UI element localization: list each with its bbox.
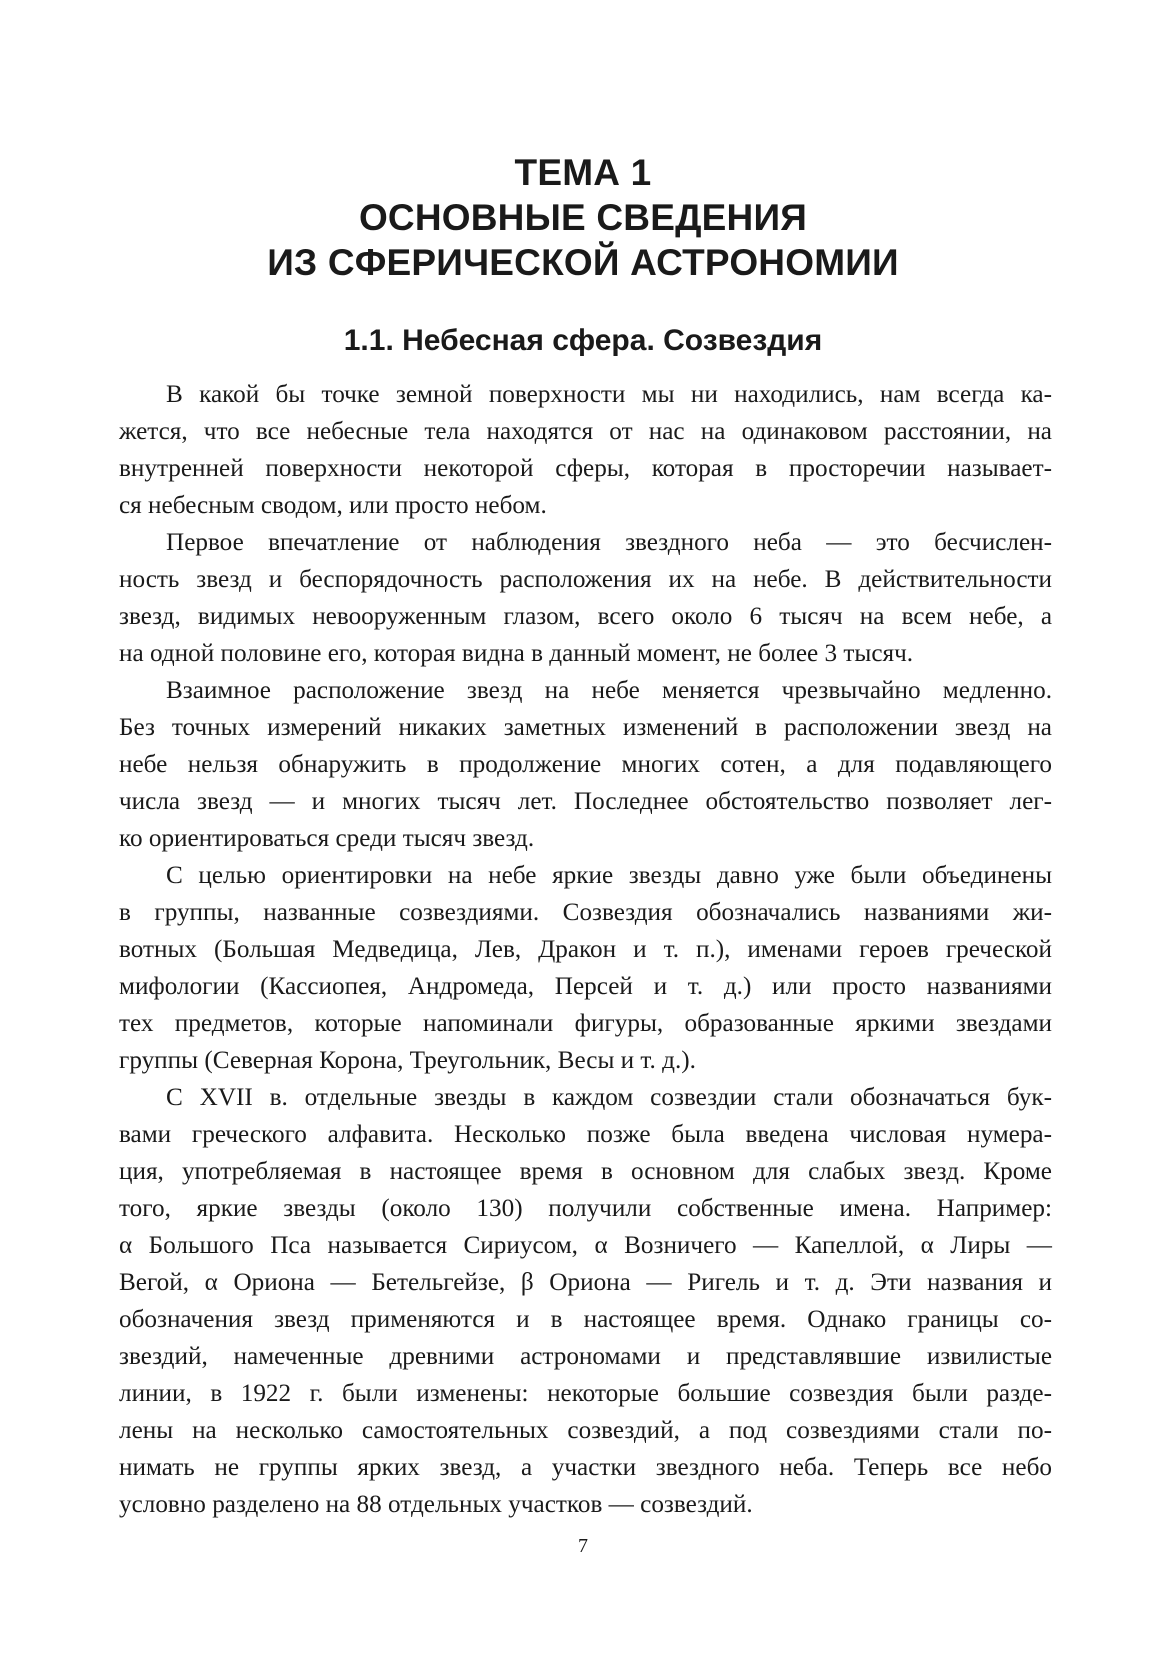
paragraph-line: Первое впечатление от наблюдения звездного неба — это бесчислен- xyxy=(166,529,1052,556)
chapter-title-line: ИЗ СФЕРИЧЕСКОЙ АСТРОНОМИИ xyxy=(267,242,899,283)
paragraph xyxy=(119,1079,1052,1523)
paragraph-line: тех предметов, которые напоминали фигуры, образованные яркими звездами xyxy=(119,1010,1052,1037)
paragraph-line: лены на несколько самостоятельных созвездий, а под созвездиями стали по- xyxy=(119,1417,1052,1444)
paragraph-line: С XVII в. отдельные звезды в каждом созвездии стали обозначаться бук- xyxy=(166,1084,1052,1111)
paragraph-line: В какой бы точке земной поверхности мы ни находились, нам всегда ка- xyxy=(166,381,1052,408)
paragraph-line: линии, в 1922 г. были изменены: некоторые большие созвездия были разде- xyxy=(119,1380,1052,1407)
paragraph-line: ность звезд и беспорядочность расположения их на небе. В действительности xyxy=(119,566,1052,593)
paragraph-line: ся небесным сводом, или просто небом. xyxy=(119,492,547,519)
paragraph xyxy=(119,857,1052,1079)
paragraph-line: нимать не группы ярких звезд, а участки звездного неба. Теперь все небо xyxy=(119,1454,1052,1481)
paragraph-line: звездий, намеченные древними астрономами и представлявшие извилистые xyxy=(119,1343,1052,1370)
paragraph xyxy=(119,672,1052,857)
paragraph-line: вами греческого алфавита. Несколько позже была введена числовая нумера- xyxy=(119,1121,1052,1148)
section-heading: 1.1. Небесная сфера. Созвездия xyxy=(343,324,823,357)
chapter-title-line: ОСНОВНЫЕ СВЕДЕНИЯ xyxy=(358,197,808,238)
paragraph-line: того, яркие звезды (около 130) получили собственные имена. Например: xyxy=(119,1195,1052,1222)
paragraph-line: Без точных измерений никаких заметных изменений в расположении звезд на xyxy=(119,714,1052,741)
paragraph-line: условно разделено на 88 отдельных участков — созвездий. xyxy=(119,1491,753,1518)
chapter-title-line: ТЕМА 1 xyxy=(514,152,652,193)
paragraph-line: группы (Северная Корона, Треугольник, Весы и т. д.). xyxy=(119,1047,696,1074)
paragraph-line: звезд, видимых невооруженным глазом, всего около 6 тысяч на всем небе, а xyxy=(119,603,1052,630)
paragraph-line: числа звезд — и многих тысяч лет. Последнее обстоятельство позволяет лег- xyxy=(119,788,1052,815)
chapter-title xyxy=(0,150,1166,285)
paragraph-line: вотных (Большая Медведица, Лев, Дракон и т. п.), именами героев греческой xyxy=(119,936,1052,963)
body-text xyxy=(119,376,1052,1523)
paragraph-line: С целью ориентировки на небе яркие звезды давно уже были объединены xyxy=(166,862,1052,889)
paragraph-line: Вегой, α Ориона — Бетельгейзе, β Ориона — Ригель и т. д. Эти названия и xyxy=(119,1269,1052,1296)
paragraph-line: жется, что все небесные тела находятся от нас на одинаковом расстоянии, на xyxy=(119,418,1052,445)
paragraph-line: в группы, названные созвездиями. Созвездия обозначались названиями жи- xyxy=(119,899,1052,926)
paragraph-line: внутренней поверхности некоторой сферы, которая в просторечии называет- xyxy=(119,455,1052,482)
paragraph-line: ция, употребляемая в настоящее время в основном для слабых звезд. Кроме xyxy=(119,1158,1052,1185)
paragraph-line: Взаимное расположение звезд на небе меняется чрезвычайно медленно. xyxy=(166,677,1052,704)
paragraph-line: мифологии (Кассиопея, Андромеда, Персей и т. д.) или просто названиями xyxy=(119,973,1052,1000)
paragraph-line: на одной половине его, которая видна в данный момент, не более 3 тысяч. xyxy=(119,640,914,667)
paragraph-line: ко ориентироваться среди тысяч звезд. xyxy=(119,825,535,852)
page-number: 7 xyxy=(578,1535,588,1557)
paragraph xyxy=(119,524,1052,672)
paragraph xyxy=(119,376,1052,524)
paragraph-line: обозначения звезд применяются и в настоящее время. Однако границы со- xyxy=(119,1306,1052,1333)
paragraph-line: α Большого Пса называется Сириусом, α Возничего — Капеллой, α Лиры — xyxy=(119,1232,1052,1259)
paragraph-line: небе нельзя обнаружить в продолжение многих сотен, а для подавляющего xyxy=(119,751,1052,778)
